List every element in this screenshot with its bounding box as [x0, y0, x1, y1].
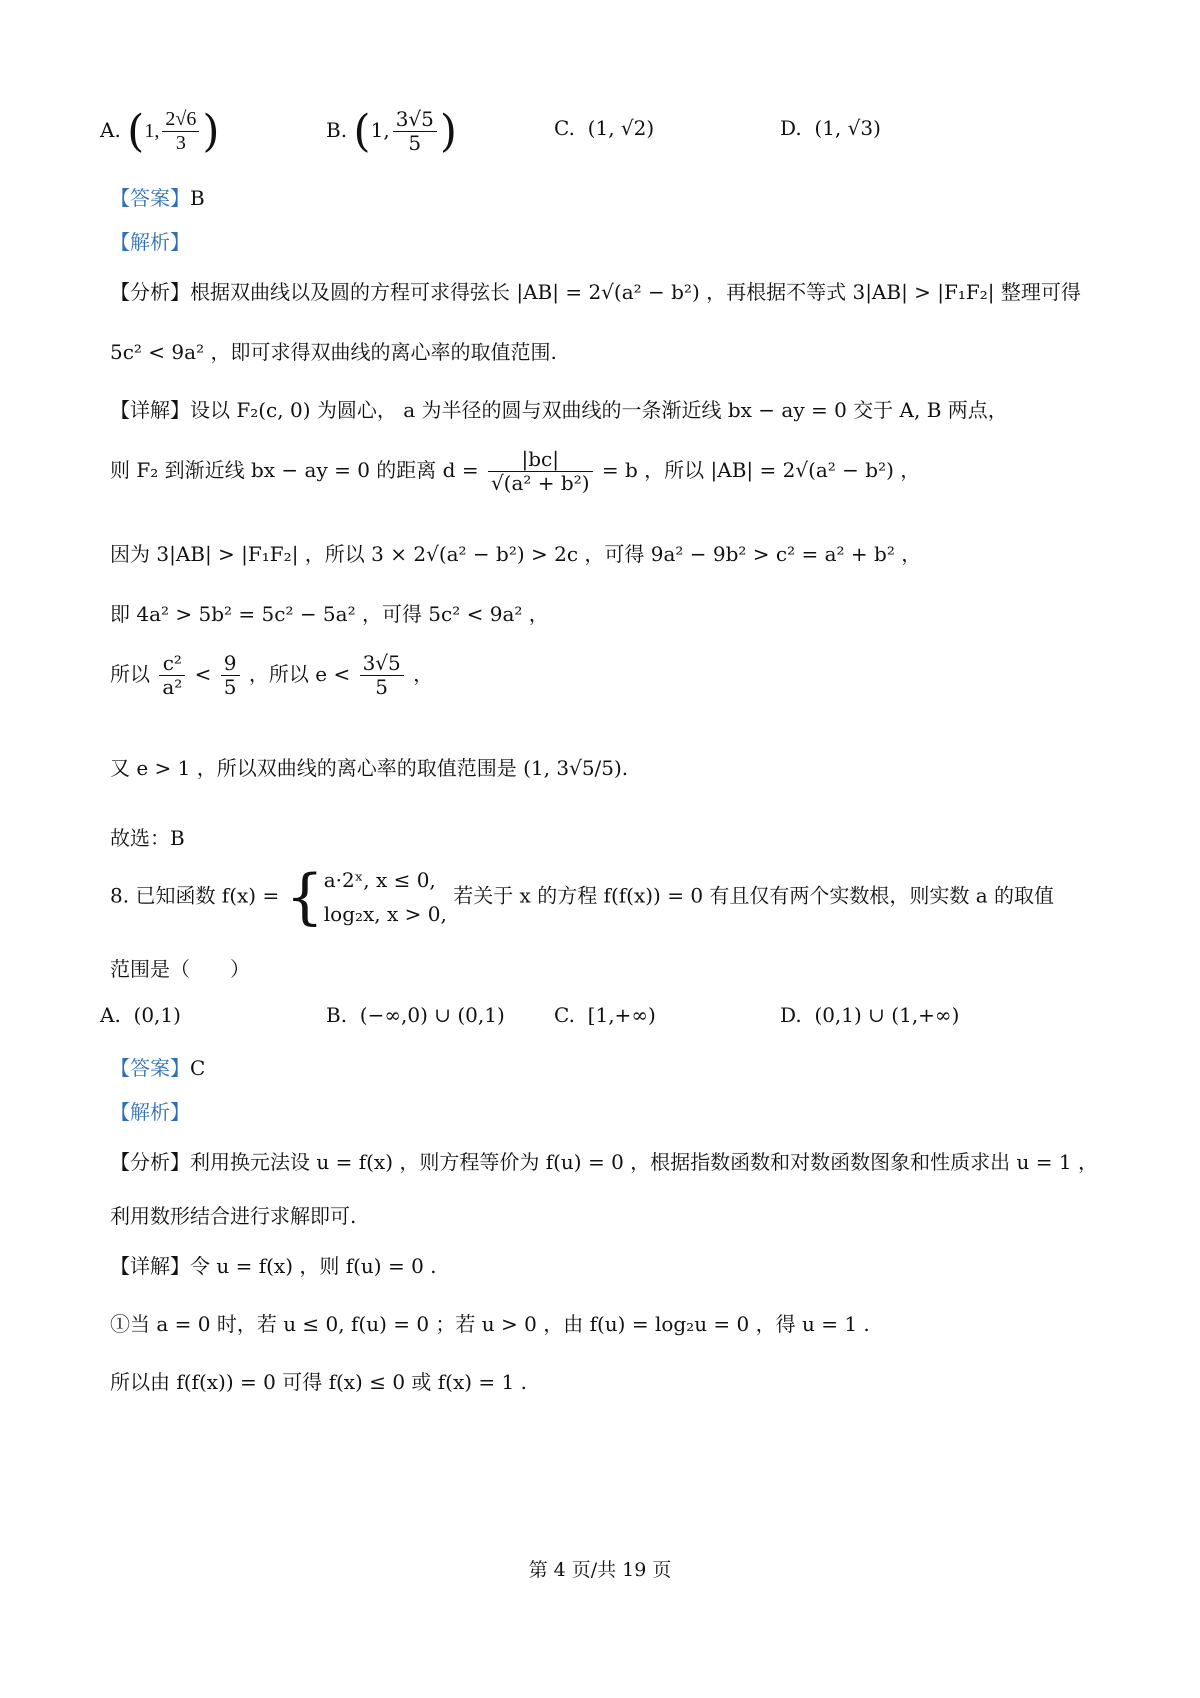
frac-denominator: a²: [162, 675, 183, 699]
q7-xiangjie-line4: 即 4a² > 5b² = 5c² − 5a² ，可得 5c² < 9a² ，: [110, 602, 549, 626]
frac-denominator: 5: [223, 675, 237, 699]
frac-numerator: 3√5: [360, 652, 404, 676]
q8-xiangjie-line2: ①当 a = 0 时，若 u ≤ 0, f(u) = 0 ；若 u > 0 ，由 f(u) = log₂u = 0 ，得 u = 1 .: [110, 1312, 870, 1336]
text-segment: 8. 已知函数 f(x) =: [110, 883, 280, 908]
text-segment: 又 e > 1 ，所以双曲线的离心率的取值范围是: [110, 756, 517, 780]
page-footer: 第 4 页/共 19 页: [528, 1559, 672, 1581]
xiangjie-text: 令 u = f(x) ，则 f(u) = 0 .: [190, 1254, 437, 1278]
q7-xiangjie-line2: [110, 448, 920, 495]
text-segment: = b ，所以 |AB| = 2√(a² − b²) ，: [601, 458, 921, 482]
answer-tag: 【答案】: [110, 1056, 190, 1080]
text-segment: ，所以 e <: [248, 662, 351, 686]
q8-option-b: [326, 1003, 505, 1027]
q7-option-a: A. (1, $\frac{2√6}{3}$ ): [100, 106, 220, 157]
option-letter: A.: [100, 118, 121, 142]
q8-stem-line1: 8. 已知函数 f(x) = { a·2ˣ, x ≤ 0, log₂x, x > 0, 若关于 x 的方程 f(f(x)) = 0 有且仅有两个实数根，则实数 a 的取值: [110, 862, 1055, 932]
q7-answer: [110, 182, 205, 211]
option-text: (0,1): [133, 1003, 181, 1027]
q7-fenxi-line1: [110, 276, 1081, 305]
option-letter: D.: [780, 116, 802, 140]
q7-option-d: [780, 116, 881, 140]
q7-xiangjie-line5: [110, 652, 433, 699]
option-text: [1,+∞): [587, 1003, 656, 1027]
q8-option-a: [100, 1003, 181, 1027]
q7-analysis-tag: 【解析】: [110, 230, 190, 254]
xiangjie-tag: 【详解】: [110, 1254, 190, 1278]
text-segment: <: [194, 662, 212, 686]
q8-xiangjie-line3: 所以由 f(f(x)) = 0 可得 f(x) ≤ 0 或 f(x) = 1 .: [110, 1370, 527, 1394]
text-segment: ，: [413, 662, 434, 686]
q8-option-c: [554, 1003, 656, 1027]
fenxi-tag: 【分析】: [110, 1150, 190, 1174]
q7-option-c: [554, 116, 654, 140]
frac-numerator: c²: [159, 652, 185, 676]
fenxi-tag: 【分析】: [110, 280, 190, 304]
option-letter: D.: [780, 1003, 802, 1027]
q8-fenxi-line1: [110, 1146, 1098, 1175]
option-letter: B.: [326, 118, 348, 142]
option-text: (1, √2): [587, 116, 655, 140]
option-letter: C.: [554, 116, 575, 140]
piecewise-case-2: log₂x, x > 0,: [323, 902, 447, 926]
answer-value: B: [190, 186, 205, 210]
text-segment: 若关于 x 的方程 f(f(x)) = 0 有且仅有两个实数根，则实数 a 的取值: [453, 883, 1055, 908]
q8-stem-line2: 范围是（ ）: [110, 957, 250, 981]
frac-denominator: 5: [375, 675, 389, 699]
text-segment: 所以: [110, 662, 150, 686]
q8-analysis-tag: 【解析】: [110, 1100, 190, 1124]
answer-value: C: [190, 1056, 206, 1080]
q8-xiangjie-line1: [110, 1250, 437, 1279]
xiangjie-tag: 【详解】: [110, 398, 190, 422]
frac-numerator: |bc|: [488, 448, 593, 472]
q7-xiangjie-line3: 因为 3|AB| > |F₁F₂| ，所以 3 × 2√(a² − b²) > 2c ，可得 9a² − 9b² > c² = a² + b² ，: [110, 542, 922, 566]
frac-numerator: 9: [221, 652, 240, 676]
text-segment: (1, 3√5/5).: [523, 756, 629, 780]
q8-answer: [110, 1052, 205, 1081]
answer-tag: 【答案】: [110, 186, 190, 210]
xiangjie-text: 设以 F₂(c, 0) 为圆心， a 为半径的圆与双曲线的一条渐近线 bx − ay = 0 交于 A, B 两点，: [190, 398, 1008, 422]
option-letter: A.: [100, 1003, 121, 1027]
q7-xiangjie-line1: [110, 394, 1008, 423]
q8-fenxi-line2: 利用数形结合进行求解即可.: [110, 1204, 357, 1228]
fenxi-text: 利用换元法设 u = f(x) ，则方程等价为 f(u) = 0 ，根据指数函数和对数函数图象和性质求出 u = 1 ，: [190, 1150, 1098, 1174]
option-letter: B.: [326, 1003, 348, 1027]
option-text: (0,1) ∪ (1,+∞): [814, 1003, 960, 1027]
q7-fenxi-line2: 5c² < 9a² ，即可求得双曲线的离心率的取值范围.: [110, 340, 557, 364]
q8-option-d: [780, 1003, 959, 1027]
piecewise-case-1: a·2ˣ, x ≤ 0,: [323, 868, 436, 892]
q7-option-b: B. (1, $\frac{3√5}{5}$ ): [326, 106, 458, 157]
q7-xiangjie-line6: [110, 752, 628, 781]
option-text: (−∞,0) ∪ (0,1): [359, 1003, 505, 1027]
q7-chose: 故选：B: [110, 826, 185, 850]
text-segment: 则 F₂ 到渐近线 bx − ay = 0 的距离 d =: [110, 458, 479, 482]
frac-denominator: √(a² + b²): [490, 471, 590, 495]
option-letter: C.: [554, 1003, 575, 1027]
fenxi-text: 根据双曲线以及圆的方程可求得弦长 |AB| = 2√(a² − b²) ，再根据不等式 3|AB| > |F₁F₂| 整理可得: [190, 280, 1081, 304]
option-text: (1, √3): [814, 116, 881, 140]
